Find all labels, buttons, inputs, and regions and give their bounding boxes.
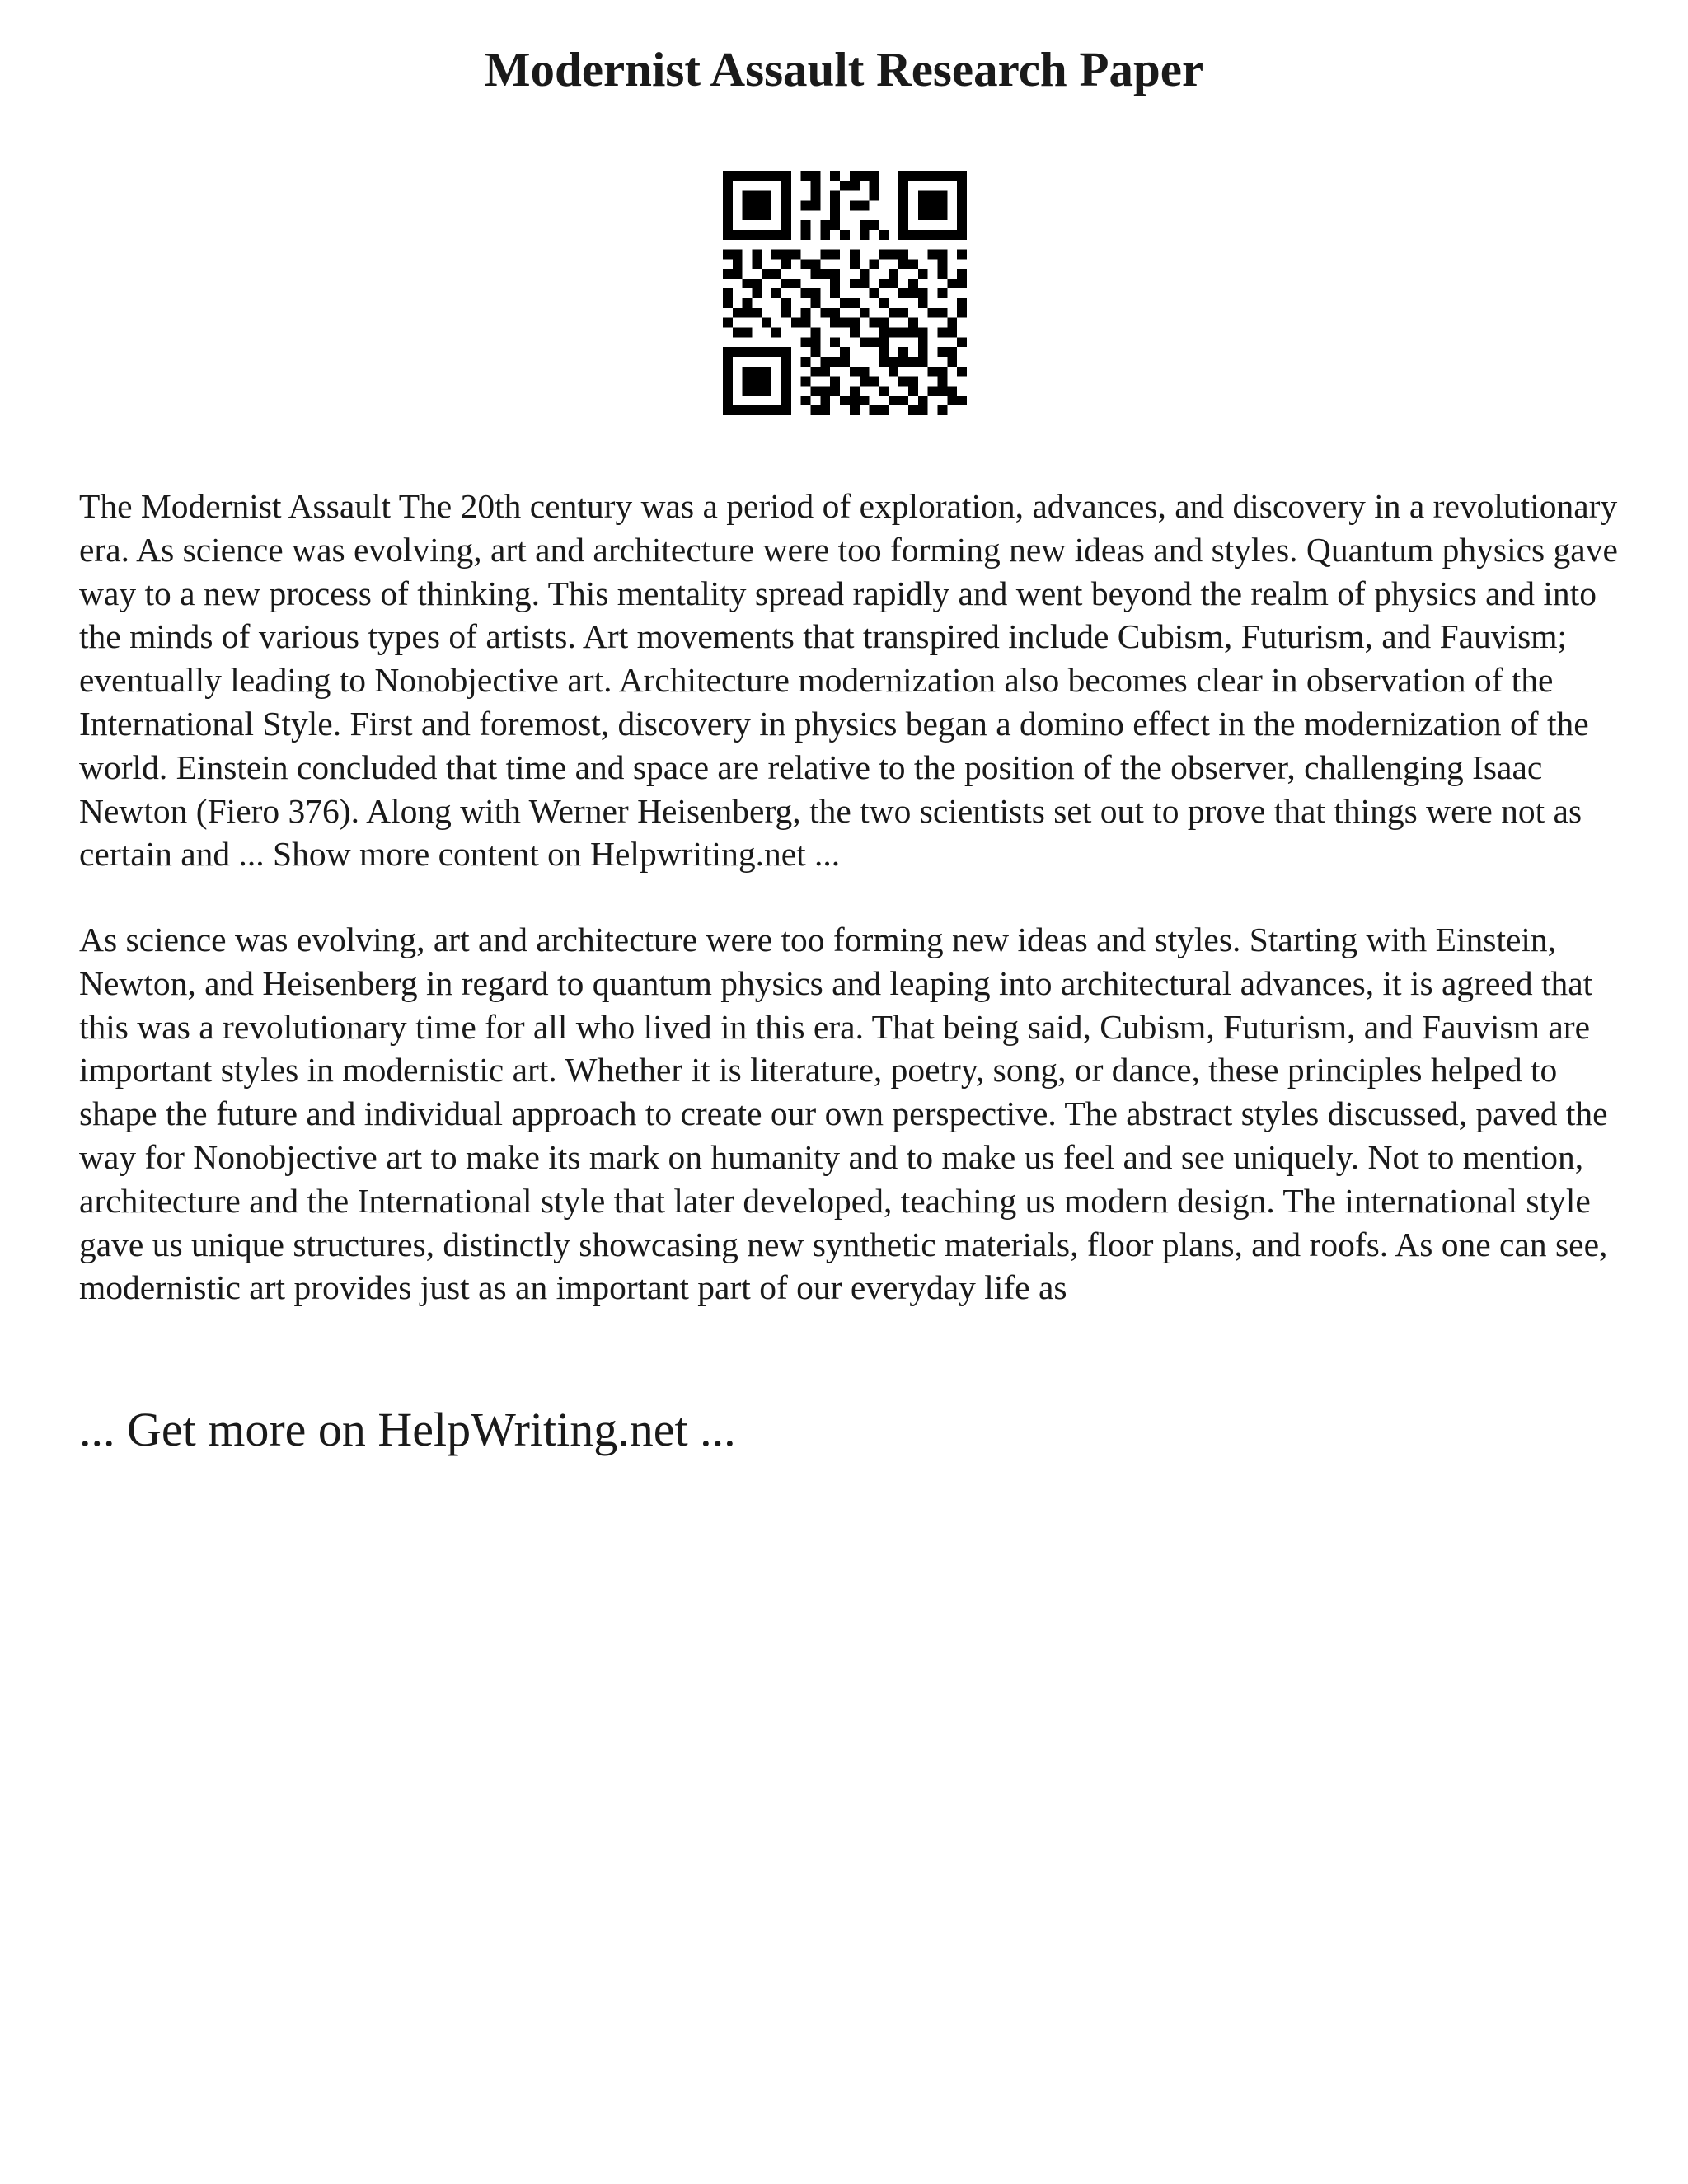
qr-code-graphic	[723, 171, 967, 415]
get-more-link[interactable]: ... Get more on HelpWriting.net ...	[79, 1403, 736, 1456]
qr-code-icon	[723, 171, 967, 415]
page-title: Modernist Assault Research Paper	[484, 42, 1204, 96]
body-paragraph-1: The Modernist Assault The 20th century was a period of exploration, advances, and discovery in a revolutionary era. As science was evolving, art and architecture were too forming new ideas and styles. Quantum physics gave way to a new process of thinking. This mentality spread rapidly and went beyond the realm of physics and into the minds of various types of artists. Art movements that transpired include Cubism, Futurism, and Fauvism; eventually leading to Nonobjective art. Architecture modernization also becomes clear in observation of the International Style. First and foremost, discovery in physics began a domino effect in the modernization of the world. Einstein concluded that time and space are relative to the position of the observer, challenging Isaac Newton (Fiero 376). Along with Werner Heisenberg, the two scientists set out to prove that things were not as certain and ... Show more content on Helpwriting.net ...	[79, 487, 1618, 874]
body-paragraph-2: As science was evolving, art and architecture were too forming new ideas and styles. Starting with Einstein, Newton, and Heisenberg in regard to quantum physics and leaping into architectural advances, it is agreed that this was a revolutionary time for all who lived in this era. That being said, Cubism, Futurism, and Fauvism are important styles in modernistic art. Whether it is literature, poetry, song, or dance, these principles helped to shape the future and individual approach to create our own perspective. The abstract styles discussed, paved the way for Nonobjective art to make its mark on humanity and to make us feel and see uniquely. Not to mention, architecture and the International style that later developed, teaching us modern design. The international style gave us unique structures, distinctly showcasing new synthetic materials, floor plans, and roofs. As one can see, modernistic art provides just as an important part of our everyday life as	[79, 921, 1608, 1307]
